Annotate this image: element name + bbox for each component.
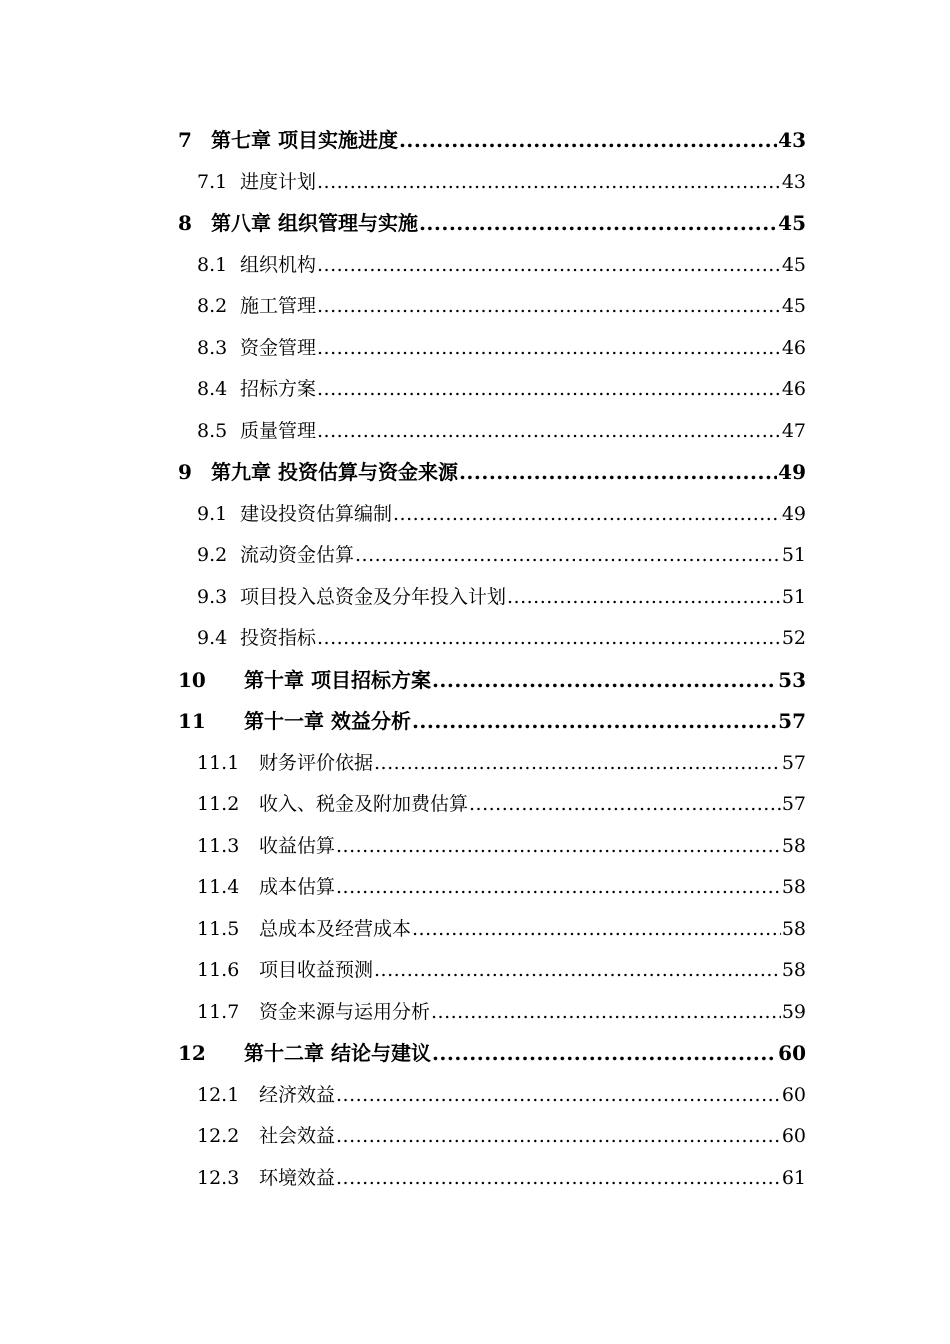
toc-entry-chapter[interactable] bbox=[178, 1033, 806, 1075]
toc-entry-section[interactable] bbox=[178, 369, 806, 411]
toc-number: 8.1 bbox=[197, 253, 228, 276]
toc-dot-leader bbox=[431, 992, 781, 1034]
toc-number: 8.4 bbox=[197, 378, 228, 400]
toc-page-number: 58 bbox=[781, 959, 806, 981]
toc-dot-leader bbox=[432, 1033, 777, 1075]
toc-dot-leader bbox=[412, 701, 777, 743]
table-of-contents bbox=[178, 120, 806, 1199]
toc-dot-leader bbox=[317, 162, 781, 204]
toc-title: 施工管理 bbox=[240, 295, 317, 317]
toc-entry-section[interactable] bbox=[178, 494, 806, 536]
toc-number: 11 bbox=[178, 709, 206, 733]
toc-dot-leader bbox=[317, 411, 781, 453]
toc-page-number: 43 bbox=[778, 128, 806, 152]
toc-title: 第七章 项目实施进度 bbox=[211, 128, 398, 152]
toc-dot-leader bbox=[469, 784, 781, 826]
toc-page-number: 46 bbox=[781, 336, 806, 359]
toc-title: 招标方案 bbox=[240, 378, 317, 400]
toc-entry-section[interactable] bbox=[178, 1116, 806, 1158]
toc-page-number: 52 bbox=[781, 627, 806, 649]
toc-number: 11.4 bbox=[197, 876, 240, 898]
toc-entry-chapter[interactable] bbox=[178, 452, 806, 494]
toc-number: 9.2 bbox=[197, 544, 228, 566]
toc-page-number: 61 bbox=[781, 1166, 806, 1189]
toc-title: 经济效益 bbox=[259, 1083, 336, 1106]
toc-page-number: 58 bbox=[781, 834, 806, 857]
toc-dot-leader bbox=[317, 369, 781, 411]
toc-entry-section[interactable] bbox=[178, 950, 806, 992]
toc-title: 收益估算 bbox=[259, 834, 336, 857]
toc-title: 环境效益 bbox=[259, 1166, 336, 1189]
toc-number: 8.2 bbox=[197, 295, 228, 317]
toc-dot-leader bbox=[507, 577, 781, 619]
toc-entry-chapter[interactable] bbox=[178, 203, 806, 245]
toc-entry-section[interactable] bbox=[178, 867, 806, 909]
toc-page-number: 46 bbox=[781, 378, 806, 400]
toc-title: 总成本及经营成本 bbox=[259, 917, 412, 940]
toc-page-number: 57 bbox=[781, 793, 806, 815]
toc-number: 12.2 bbox=[197, 1125, 240, 1147]
toc-page-number: 60 bbox=[781, 1125, 806, 1147]
toc-entry-section[interactable] bbox=[178, 992, 806, 1034]
toc-number: 9.1 bbox=[197, 502, 228, 525]
toc-title: 流动资金估算 bbox=[240, 544, 355, 566]
toc-title: 第十一章 效益分析 bbox=[244, 709, 411, 733]
toc-title: 社会效益 bbox=[259, 1125, 336, 1147]
toc-dot-leader bbox=[317, 328, 781, 370]
toc-entry-section[interactable] bbox=[178, 1158, 806, 1200]
toc-page-number: 60 bbox=[781, 1083, 806, 1106]
toc-entry-section[interactable] bbox=[178, 577, 806, 619]
toc-title: 第八章 组织管理与实施 bbox=[211, 211, 418, 235]
toc-dot-leader bbox=[317, 245, 781, 287]
toc-page-number: 51 bbox=[781, 544, 806, 566]
toc-dot-leader bbox=[336, 1158, 781, 1200]
toc-page-number: 45 bbox=[781, 295, 806, 317]
toc-title: 第九章 投资估算与资金来源 bbox=[211, 460, 458, 484]
toc-dot-leader bbox=[355, 535, 781, 577]
toc-page-number: 49 bbox=[781, 502, 806, 525]
toc-number: 9.3 bbox=[197, 585, 228, 608]
toc-page-number: 43 bbox=[781, 170, 806, 193]
toc-entry-section[interactable] bbox=[178, 826, 806, 868]
toc-page-number: 58 bbox=[781, 917, 806, 940]
toc-title: 第十章 项目招标方案 bbox=[244, 667, 431, 692]
toc-number: 11.5 bbox=[197, 917, 240, 940]
toc-dot-leader bbox=[374, 950, 781, 992]
toc-number: 11.2 bbox=[197, 793, 240, 815]
toc-dot-leader bbox=[336, 867, 781, 909]
toc-dot-leader bbox=[336, 1116, 781, 1158]
toc-number: 9 bbox=[178, 460, 192, 484]
toc-title: 财务评价依据 bbox=[259, 751, 374, 774]
toc-title: 项目收益预测 bbox=[259, 959, 374, 981]
toc-number: 11.3 bbox=[197, 834, 240, 857]
toc-entry-section[interactable] bbox=[178, 618, 806, 660]
toc-number: 11.1 bbox=[197, 751, 240, 774]
toc-title: 资金来源与运用分析 bbox=[259, 1000, 431, 1023]
toc-title: 建设投资估算编制 bbox=[240, 502, 393, 525]
toc-dot-leader bbox=[336, 1075, 781, 1117]
toc-entry-chapter[interactable] bbox=[178, 660, 806, 702]
toc-title: 进度计划 bbox=[240, 170, 317, 193]
toc-dot-leader bbox=[336, 826, 781, 868]
toc-page-number: 51 bbox=[781, 585, 806, 608]
toc-number: 7 bbox=[178, 128, 192, 152]
toc-page-number: 53 bbox=[778, 667, 806, 692]
toc-entry-section[interactable] bbox=[178, 162, 806, 204]
toc-title: 质量管理 bbox=[240, 419, 317, 442]
toc-number: 10 bbox=[178, 667, 206, 692]
toc-number: 7.1 bbox=[197, 170, 228, 193]
toc-page-number: 45 bbox=[778, 211, 806, 235]
toc-page-number: 47 bbox=[781, 419, 806, 442]
toc-number: 12 bbox=[178, 1041, 206, 1065]
toc-number: 11.6 bbox=[197, 959, 240, 981]
toc-dot-leader bbox=[393, 494, 781, 536]
toc-dot-leader bbox=[399, 120, 777, 162]
toc-number: 9.4 bbox=[197, 627, 228, 649]
toc-entry-section[interactable] bbox=[178, 411, 806, 453]
toc-number: 11.7 bbox=[197, 1000, 240, 1023]
toc-title: 第十二章 结论与建议 bbox=[244, 1041, 431, 1065]
toc-title: 收入、税金及附加费估算 bbox=[259, 793, 469, 815]
toc-entry-section[interactable] bbox=[178, 1075, 806, 1117]
toc-number: 12.3 bbox=[197, 1166, 240, 1189]
toc-dot-leader bbox=[412, 909, 781, 951]
toc-number: 8.3 bbox=[197, 336, 228, 359]
toc-entry-chapter[interactable] bbox=[178, 120, 806, 162]
toc-title: 项目投入总资金及分年投入计划 bbox=[240, 585, 507, 608]
toc-entry-section[interactable] bbox=[178, 743, 806, 785]
toc-dot-leader bbox=[374, 743, 781, 785]
toc-page-number: 58 bbox=[781, 876, 806, 898]
toc-number: 8.5 bbox=[197, 419, 228, 442]
toc-dot-leader bbox=[419, 203, 777, 245]
toc-entry-section[interactable] bbox=[178, 535, 806, 577]
toc-entry-section[interactable] bbox=[178, 245, 806, 287]
toc-dot-leader bbox=[459, 452, 777, 494]
toc-entry-section[interactable] bbox=[178, 909, 806, 951]
toc-title: 资金管理 bbox=[240, 336, 317, 359]
toc-dot-leader bbox=[317, 618, 781, 660]
toc-dot-leader bbox=[317, 286, 781, 328]
toc-title: 成本估算 bbox=[259, 876, 336, 898]
toc-page-number: 45 bbox=[781, 253, 806, 276]
toc-page-number: 49 bbox=[778, 460, 806, 484]
toc-entry-section[interactable] bbox=[178, 784, 806, 826]
toc-title: 投资指标 bbox=[240, 627, 317, 649]
toc-entry-chapter[interactable] bbox=[178, 701, 806, 743]
toc-page-number: 60 bbox=[778, 1041, 806, 1065]
toc-entry-section[interactable] bbox=[178, 328, 806, 370]
toc-entry-section[interactable] bbox=[178, 286, 806, 328]
toc-number: 12.1 bbox=[197, 1083, 240, 1106]
toc-number: 8 bbox=[178, 211, 192, 235]
toc-page-number: 57 bbox=[781, 751, 806, 774]
toc-page-number: 57 bbox=[778, 709, 806, 733]
toc-page-number: 59 bbox=[781, 1000, 806, 1023]
toc-dot-leader bbox=[432, 660, 777, 702]
toc-title: 组织机构 bbox=[240, 253, 317, 276]
